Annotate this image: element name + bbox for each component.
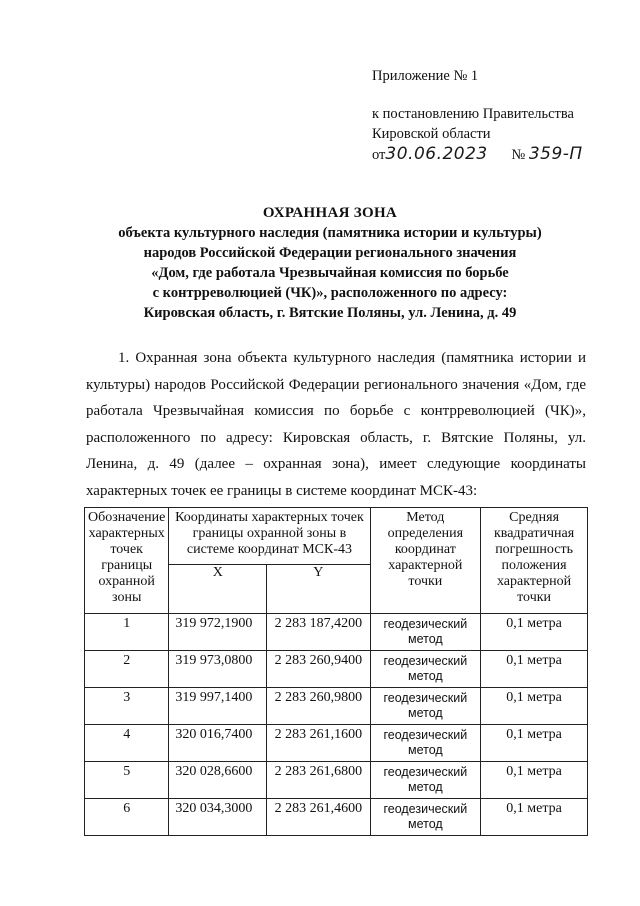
point-cell: 2 bbox=[85, 651, 169, 688]
method-cell: геодезический метод bbox=[370, 614, 481, 651]
appendix-label: Приложение № 1 bbox=[372, 68, 479, 84]
y-cell: 2 283 260,9800 bbox=[267, 688, 370, 725]
point-cell: 3 bbox=[85, 688, 169, 725]
header-y: Y bbox=[267, 565, 370, 614]
title-line-1: ОХРАННАЯ ЗОНА bbox=[262, 205, 398, 221]
coordinates-table bbox=[84, 507, 588, 836]
point-cell: 1 bbox=[85, 614, 169, 651]
header-error: Средняя квадратичная погрешность положения характерной точки bbox=[481, 508, 588, 614]
error-cell: 0,1 метра bbox=[481, 651, 588, 688]
intro-paragraph: 1. Охранная зона объекта культурного наследия (памятника истории и культуры) народов Российской Федерации регионального значения «Дом, где работала Чрезвычайная комиссия по борьбе с контрреволюцией (ЧК)», расположенного по адресу: Кировская область, г. Вятские Поляны, ул. Ленина, д. 49 (далее – охранная зона), имеет следующие координаты характерных точек ее границы в системе координат МСК-43: bbox=[86, 350, 586, 499]
title-line-3: народов Российской Федерации регионального значения bbox=[143, 245, 517, 261]
resolution-line-2: Кировской области bbox=[372, 126, 491, 142]
header-point: Обозначение характерных точек границы охранной зоны bbox=[85, 508, 169, 614]
y-cell: 2 283 261,1600 bbox=[267, 725, 370, 762]
table-row bbox=[85, 688, 588, 725]
error-cell: 0,1 метра bbox=[481, 799, 588, 836]
error-cell: 0,1 метра bbox=[481, 688, 588, 725]
appendix-header bbox=[372, 66, 622, 165]
method-cell: геодезический метод bbox=[370, 799, 481, 836]
error-cell: 0,1 метра bbox=[481, 614, 588, 651]
table-row bbox=[85, 725, 588, 762]
header-x: X bbox=[169, 565, 267, 614]
table-row bbox=[85, 614, 588, 651]
error-cell: 0,1 метра bbox=[481, 725, 588, 762]
x-cell: 319 972,1900 bbox=[169, 614, 267, 651]
table-row bbox=[85, 799, 588, 836]
y-cell: 2 283 261,4600 bbox=[267, 799, 370, 836]
x-cell: 320 016,7400 bbox=[169, 725, 267, 762]
error-cell: 0,1 метра bbox=[481, 762, 588, 799]
title-line-5: с контрреволюцией (ЧК)», расположенного по адресу: bbox=[152, 285, 508, 301]
method-cell: геодезический метод bbox=[370, 651, 481, 688]
x-cell: 320 028,6600 bbox=[169, 762, 267, 799]
table-row bbox=[85, 762, 588, 799]
x-cell: 319 973,0800 bbox=[169, 651, 267, 688]
number-sign: № bbox=[511, 147, 526, 163]
y-cell: 2 283 187,4200 bbox=[267, 614, 370, 651]
handwritten-number: 359-П bbox=[528, 144, 583, 164]
header-method: Метод определения координат характерной точки bbox=[370, 508, 481, 614]
method-cell: геодезический метод bbox=[370, 762, 481, 799]
table-row bbox=[85, 651, 588, 688]
x-cell: 320 034,3000 bbox=[169, 799, 267, 836]
header-coordinates: Координаты характерных точек границы охранной зоны в системе координат МСК-43 bbox=[169, 508, 370, 565]
title-line-6: Кировская область, г. Вятские Поляны, ул. Ленина, д. 49 bbox=[143, 305, 517, 321]
y-cell: 2 283 261,6800 bbox=[267, 762, 370, 799]
document-title bbox=[90, 203, 570, 323]
point-cell: 4 bbox=[85, 725, 169, 762]
title-line-2: объекта культурного наследия (памятника истории и культуры) bbox=[118, 225, 542, 241]
resolution-line-1: к постановлению Правительства bbox=[372, 106, 574, 122]
y-cell: 2 283 260,9400 bbox=[267, 651, 370, 688]
method-cell: геодезический метод bbox=[370, 688, 481, 725]
point-cell: 6 bbox=[85, 799, 169, 836]
point-cell: 5 bbox=[85, 762, 169, 799]
x-cell: 319 997,1400 bbox=[169, 688, 267, 725]
resolution-date-line bbox=[372, 144, 622, 165]
method-cell: геодезический метод bbox=[370, 725, 481, 762]
title-line-4: «Дом, где работала Чрезвычайная комиссия по борьбе bbox=[151, 265, 509, 281]
date-prefix: от bbox=[372, 147, 386, 163]
handwritten-date: 30.06.2023 bbox=[385, 144, 488, 164]
